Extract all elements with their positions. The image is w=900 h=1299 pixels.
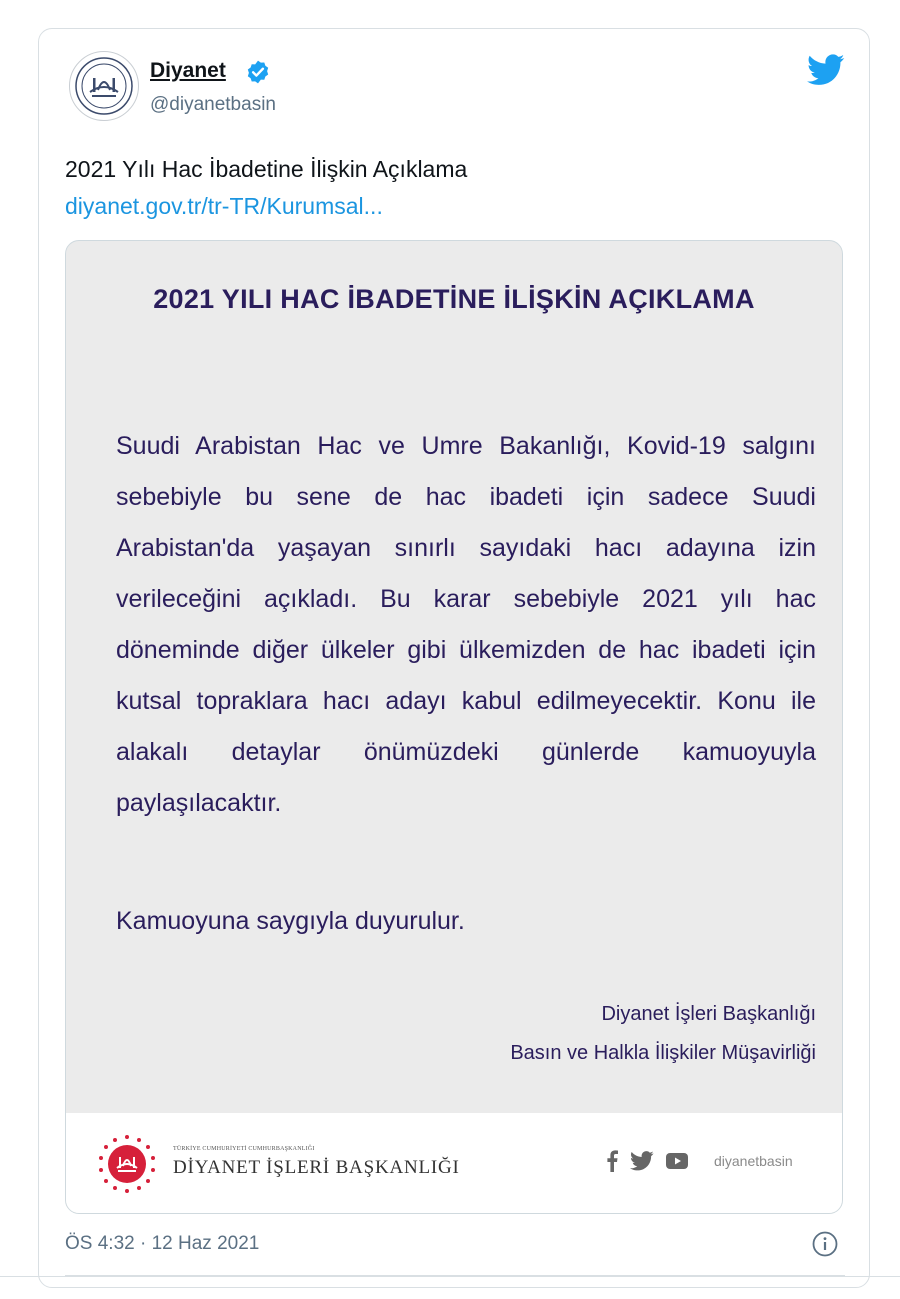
social-handle: diyanetbasin [714, 1153, 793, 1169]
document-signature-line1: Diyanet İşleri Başkanlığı [601, 1003, 816, 1025]
document-body: Suudi Arabistan Hac ve Umre Bakanlığı, Kovid-19 salgını sebebiyle bu sene de hac ibadeti için sadece Suudi Arabistan'da yaşayan sınırlı sayıdaki hacı adayına izin verileceğini açıkladı. Bu karar sebebiyle 2021 yılı hac döneminde diğer ülkeler gibi ülkemizden de hac ibadeti için kutsal topraklara hacı adayı kabul edilmeyecektir. Konu ile alakalı detaylar önümüzdeki günlerde kamuoyuyla paylaşılacaktır. [116, 432, 816, 817]
institution-name: DİYANET İŞLERİ BAŞKANLIĞI [173, 1157, 460, 1178]
author-handle[interactable]: @diyanetbasin [150, 94, 276, 115]
diyanet-logo-icon [70, 52, 138, 120]
verified-badge-icon [245, 59, 271, 85]
document-signature-line2: Basın ve Halkla İlişkiler Müşavirliği [510, 1042, 816, 1064]
twitter-bird-icon[interactable] [807, 53, 845, 87]
youtube-icon [666, 1153, 688, 1169]
facebook-icon [606, 1150, 618, 1172]
tweet-timestamp[interactable]: ÖS 4:32 · 12 Haz 2021 [65, 1233, 260, 1254]
twitter-icon [630, 1151, 654, 1171]
tweet-link[interactable]: diyanet.gov.tr/tr-TR/Kurumsal... [65, 193, 383, 219]
page-divider [0, 1276, 900, 1277]
document-footer [66, 1113, 842, 1213]
author-avatar[interactable] [69, 51, 139, 121]
institution-subtitle: TÜRKİYE CUMHURİYETİ CUMHURBAŞKANLIĞI [173, 1146, 315, 1152]
social-icons [606, 1149, 688, 1173]
tweet-media-image[interactable] [65, 240, 843, 1214]
info-icon[interactable] [811, 1230, 839, 1258]
document-title: 2021 YILI HAC İBADETİNE İLİŞKİN AÇIKLAMA [153, 284, 755, 314]
tweet-text: 2021 Yılı Hac İbadetine İlişkin Açıklama [65, 156, 468, 182]
tweet-card[interactable] [38, 28, 870, 1288]
diyanet-seal-icon [96, 1133, 158, 1195]
author-display-name[interactable]: Diyanet [150, 59, 226, 82]
document-closing: Kamuoyuna saygıyla duyurulur. [116, 907, 465, 935]
